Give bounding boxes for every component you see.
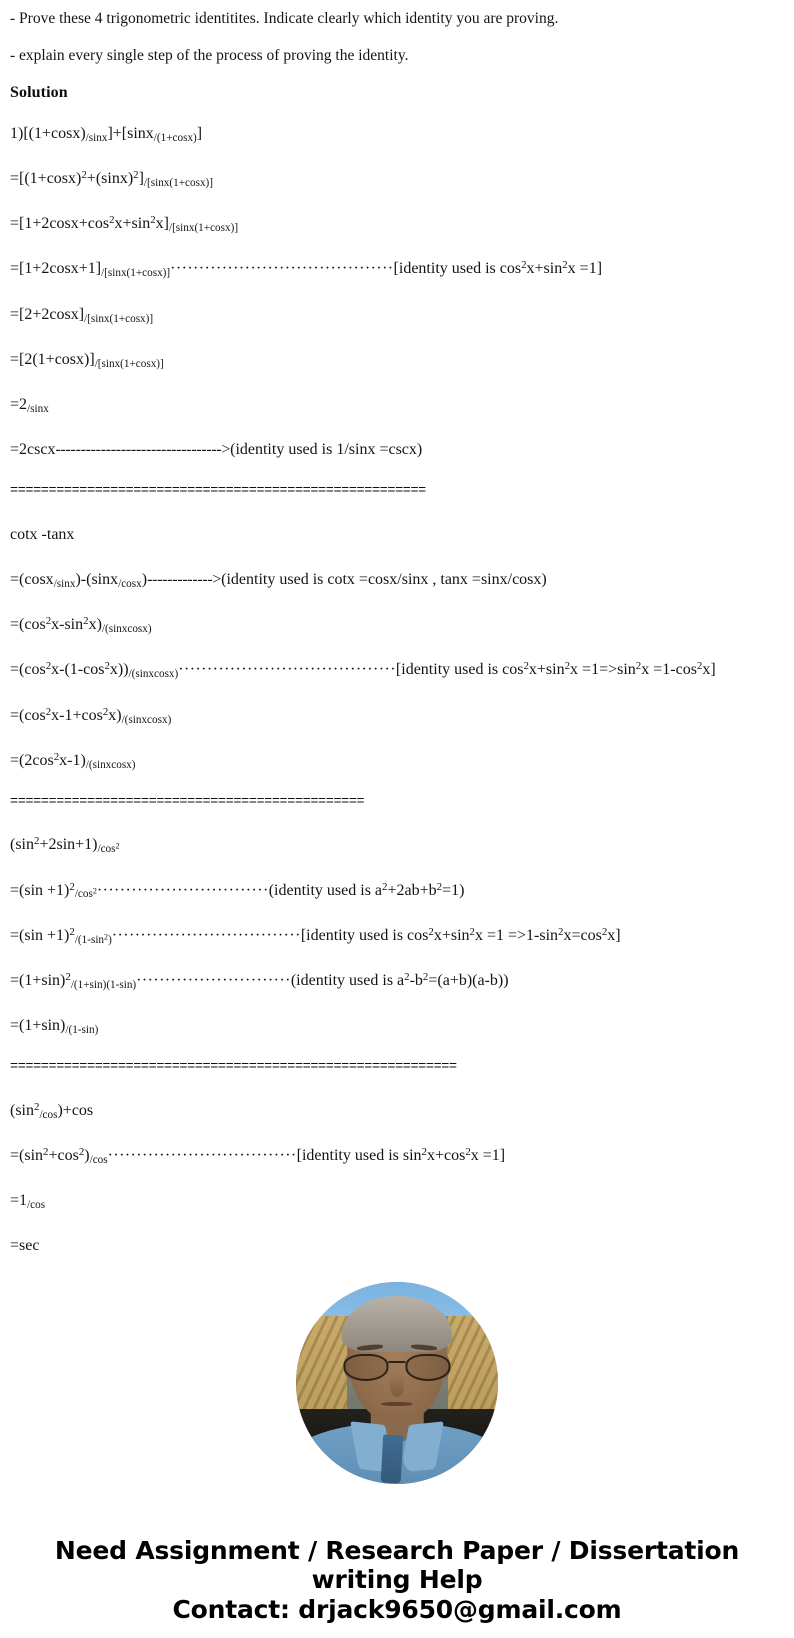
footer-line-3: Contact: drjack9650@gmail.com (172, 1594, 622, 1624)
equation-2-2: $=(\cos^2x-\sin^2x)_{/(sinxcosx)}$ (10, 614, 152, 636)
dot-leader-3: ······························ (96, 881, 269, 899)
dot-leader-4: ································· (111, 926, 301, 944)
arrow-dashes-2: -------------> (147, 570, 222, 588)
solution-heading: Solution (10, 83, 68, 101)
separator-3: ========================================================== (10, 1061, 457, 1075)
equation-3-4: $=(1+\sin)^2_{/(1+sin)(1-sin)}\cdot\cdot\cdot\cdot\cdot\cdot\cdot\cdot\cdot\cdot\cdot\cdot\cdot\cdot\cdot\cdot\cdot\cdot\cdot\cdot\cdot\cdot\cdot\cdot\cdot\cdot\cdot(identity$ used is $a^2-b^2=(a+b)(a-b)$) (10, 970, 509, 991)
portrait-container (10, 1282, 784, 1484)
proof-2-title: cotx -tanx (10, 525, 75, 543)
dot-leader-6: ································· (107, 1147, 297, 1164)
separator-1: ====================================================== (10, 485, 426, 499)
footer-line-2: writing Help (311, 1565, 483, 1595)
equation-2-1: =(cosx$_{/sinx}$)-(sinx$_{/cosx}$)------------->(identity used is cotx =cosx/sinx , tanx =sinx/cosx) (10, 570, 547, 590)
equation-1-5: $=[2+2\cos x]_{/[sinx(1+cosx)]}$ (10, 305, 154, 325)
arrow-dashes: ---------------------------------> (55, 441, 231, 459)
equation-1-2: $=[(1+\cos x)^2+(\sin x)^2]_{/[sinx(1+cosx)]}$ (10, 168, 213, 189)
equation-3-5: $=(1+\sin)_{/(1-sin)}$ (10, 1017, 99, 1037)
avatar (296, 1282, 498, 1484)
portrait-lens-left (343, 1354, 388, 1380)
portrait-glasses-bridge (388, 1361, 405, 1363)
equation-4-4: =sec (10, 1237, 40, 1255)
separator-2: ============================================== (10, 795, 365, 810)
portrait-lens-right (406, 1354, 451, 1380)
equation-1-8: =2cscx--------------------------------->(identity used is 1/sinx =cscx) (10, 441, 423, 459)
dot-leader: ······································· (170, 260, 394, 278)
equation-1-6: $=[2(1+\cos x)]_{/[sinx(1+cosx)]}$ (10, 350, 164, 370)
equation-3-2: $=(\sin +1)^2_{/cos^2}\cdot\cdot\cdot\cdot\cdot\cdot\cdot\cdot\cdot\cdot\cdot\cdot\cdot\cdot\cdot\cdot\cdot\cdot\cdot\cdot\cdot\cdot\cdot\cdot\cdot\cdot\cdot\cdot\cdot\cdot(identity$ used is $a^2+2ab+b^2=1$) (10, 880, 465, 901)
equation-4-3: $=1_{/cos}$ (10, 1192, 46, 1212)
equation-2-5: $=(2\cos^2x-1)_{/(sinxcosx)}$ (10, 750, 136, 771)
footer-line-1: Need Assignment / Research Paper / Dissertation (54, 1535, 740, 1565)
equation-1-1: $1)[(1+\cos x)_{/sinx}]+[\sin x_{/(1+cosx)}]$ (10, 124, 203, 144)
equation-1-4: $=[1+2\cos x+1]_{/[sinx(1+cosx)]}\cdot\cdot\cdot\cdot\cdot\cdot\cdot\cdot\cdot\cdot\cdot\cdot\cdot\cdot\cdot\cdot\cdot\cdot\cdot\cdot\cdot\cdot\cdot\cdot\cdot\cdot\cdot\cdot\cdot\cdot\cdot\cdot\cdot\cdot\cdot\cdot\cdot\cdot\cdot[identity$ used is $\cos^2x+\sin^2x =1$] (10, 259, 603, 280)
prompt-line-1: - Prove these 4 trigonometric identitites. Indicate clearly which identity you are proving. (10, 10, 559, 27)
dot-leader-2: ······································ (178, 661, 396, 679)
equation-2-3: $=(\cos^2x-(1-\cos^2x))_{/(sinxcosx)}\cdot\cdot\cdot\cdot\cdot\cdot\cdot\cdot\cdot\cdot\cdot\cdot\cdot\cdot\cdot\cdot\cdot\cdot\cdot\cdot\cdot\cdot\cdot\cdot\cdot\cdot\cdot\cdot\cdot\cdot\cdot\cdot\cdot\cdot\cdot\cdot\cdot\cdot[identity$ used is $\cos^2x+\sin^2x =1=>\sin^2x =1-\cos^2x$] (10, 660, 716, 681)
equation-2-4: $=(\cos^2x-1+\cos^2x)_{/(sinxcosx)}$ (10, 705, 172, 726)
footer-advert (10, 1536, 784, 1638)
equation-1-7: $=2_{/sinx}$ (10, 395, 49, 415)
portrait-tie (381, 1435, 404, 1484)
equation-1-3: $=[1+2\cos x+\cos^2x+\sin^2x]_{/[sinx(1+cosx)]}$ (10, 213, 239, 235)
equation-4-1: $(\sin^2_{/cos})+\cos$ (10, 1100, 94, 1121)
equation-4-2: $=(\sin^2+\cos^2)_{/cos}\cdot\cdot\cdot\cdot\cdot\cdot\cdot\cdot\cdot\cdot\cdot\cdot\cdot\cdot\cdot\cdot\cdot\cdot\cdot\cdot\cdot\cdot\cdot\cdot\cdot\cdot\cdot\cdot\cdot\cdot\cdot\cdot\cdot[identity$ used is $\sin^2x+\cos^2x =1$] (10, 1145, 506, 1166)
dot-leader-5: ··························· (136, 971, 291, 989)
equation-3-1: $(\sin^2+2\sin+1)_{/cos^2}$ (10, 835, 120, 856)
prompt-line-2: - explain every single step of the process of proving the identity. (10, 47, 409, 65)
equation-3-3: $=(\sin +1)^2_{/(1-sin^2)}\cdot\cdot\cdot\cdot\cdot\cdot\cdot\cdot\cdot\cdot\cdot\cdot\cdot\cdot\cdot\cdot\cdot\cdot\cdot\cdot\cdot\cdot\cdot\cdot\cdot\cdot\cdot\cdot\cdot\cdot\cdot\cdot\cdot[identity$ used is $\cos^2x+\sin^2x =1 =>1-\sin^2x=\cos^2x$] (10, 925, 621, 946)
